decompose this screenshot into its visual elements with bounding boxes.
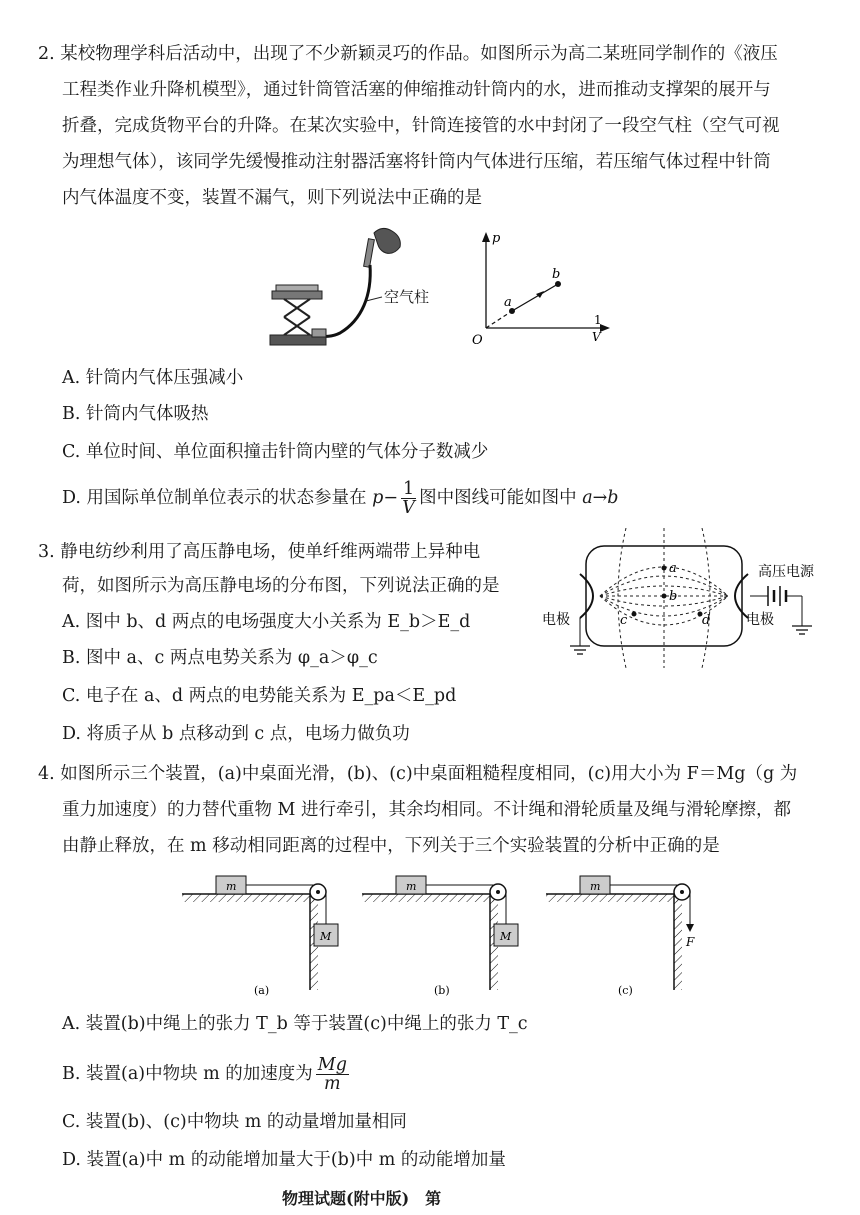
lift-model-figure <box>262 225 442 355</box>
p-inverse-v-graph <box>470 228 620 358</box>
hv-power-label: 高压电源 <box>758 564 814 580</box>
q4-option-c[interactable]: C. 装置(b)、(c)中物块 m 的动量增加量相同 <box>62 1112 407 1132</box>
fraction-den: m <box>324 1074 341 1094</box>
q2-option-d-minus: − <box>383 488 398 508</box>
axis-p: p <box>492 231 501 246</box>
block-m-b: m <box>406 880 417 893</box>
q2-line-3: 折叠，完成货物平台的升降。在某次实验中，针筒连接管的水中封闭了一段空气柱（空气可视 <box>62 116 780 136</box>
q4-option-b[interactable] <box>62 1056 352 1093</box>
page-footer: 物理试题(附中版) 第 <box>282 1189 442 1208</box>
q4-line-3: 由静止释放，在 m 移动相同距离的过程中，下列关于三个实验装置的分析中正确的是 <box>62 836 720 856</box>
setup-b <box>362 876 518 997</box>
fraction-num: 1 <box>402 479 415 499</box>
q4-option-b-text: B. 装置(a)中物块 m 的加速度为 <box>62 1064 313 1084</box>
q4-line-2: 重力加速度）的力替代重物 M 进行牵引，其余均相同。不计绳和滑轮质量及绳与滑轮摩擦，都 <box>62 800 792 820</box>
field-point-d: d <box>702 613 711 628</box>
q3-option-c[interactable]: C. 电子在 a、d 两点的电势能关系为 E_pa＜E_pd <box>62 686 457 706</box>
block-m-c: m <box>590 880 601 893</box>
q2-option-d-text-pre: D. 用国际单位制单位表示的状态参量在 <box>62 488 367 508</box>
block-m-a: m <box>226 880 237 893</box>
q3-line-1: 3. 静电纺纱利用了高压静电场，使单纤维两端带上异种电 <box>38 542 481 562</box>
q4-line-1: 4. 如图所示三个装置，(a)中桌面光滑，(b)、(c)中桌面粗糙程度相同，(c)用大小为 F＝Mg（g 为 <box>38 764 798 784</box>
caption-a: (a) <box>254 984 270 997</box>
q4-option-a[interactable]: A. 装置(b)中绳上的张力 T_b 等于装置(c)中绳上的张力 T_c <box>62 1014 528 1034</box>
field-point-b: b <box>669 589 678 604</box>
q3-option-a[interactable]: A. 图中 b、d 两点的电场强度大小关系为 E_b＞E_d <box>62 612 471 632</box>
q2-line-1: 2. 某校物理学科后活动中，出现了不少新颖灵巧的作品。如图所示为高二某班同学制作的《液压 <box>38 44 778 64</box>
origin-label: O <box>472 333 483 348</box>
q3-line-2: 荷，如图所示为高压静电场的分布图，下列说法正确的是 <box>62 576 500 596</box>
electrode-right-label: 电极 <box>746 612 774 628</box>
caption-b: (b) <box>434 984 450 997</box>
q3-option-b[interactable]: B. 图中 a、c 两点电势关系为 φ_a＞φ_c <box>62 648 378 668</box>
fraction-num: Mg <box>317 1055 347 1075</box>
force-F-label: F <box>686 935 695 949</box>
q4-option-d[interactable]: D. 装置(a)中 m 的动能增加量大于(b)中 m 的动能增加量 <box>62 1150 506 1170</box>
q2-option-d-ab: a→b <box>582 488 619 508</box>
label-a: a <box>504 295 512 310</box>
caption-c: (c) <box>618 984 633 997</box>
q2-option-b[interactable]: B. 针筒内气体吸热 <box>62 404 209 424</box>
q4-option-b-fraction <box>316 1056 349 1093</box>
field-point-a: a <box>669 561 677 576</box>
pulley-setups-figure <box>178 866 718 1000</box>
electrode-left-label: 电极 <box>542 612 570 628</box>
axis-x-numerator: 1 <box>594 313 602 327</box>
q2-line-2: 工程类作业升降机模型》，通过针筒管活塞的伸缩推动针筒内的水，进而推动支撑架的展开与 <box>62 80 771 100</box>
air-column-label: 空气柱 <box>384 288 430 306</box>
label-b: b <box>552 267 561 282</box>
q3-option-d[interactable]: D. 将质子从 b 点移动到 c 点，电场力做负功 <box>62 724 410 744</box>
q2-option-d-fraction <box>401 480 416 517</box>
q2-option-d-p: p <box>372 488 384 508</box>
q2-option-a[interactable]: A. 针筒内气体压强减小 <box>62 368 244 388</box>
electrostatic-field-figure <box>540 528 830 668</box>
block-M-b: M <box>500 930 512 943</box>
q2-option-c[interactable]: C. 单位时间、单位面积撞击针筒内壁的气体分子数减少 <box>62 442 489 462</box>
field-point-c: c <box>620 613 628 628</box>
setup-c <box>546 876 695 997</box>
setup-a <box>182 876 338 997</box>
q2-line-4: 为理想气体），该同学先缓慢推动注射器活塞将针筒内气体进行压缩，若压缩气体过程中针筒 <box>62 152 771 172</box>
fraction-den: V <box>402 498 415 518</box>
q2-line-5: 内气体温度不变，装置不漏气，则下列说法中正确的是 <box>62 188 482 208</box>
q2-option-d-text-post: 图中图线可能如图中 <box>419 488 577 508</box>
axis-x-denominator: V <box>592 330 601 344</box>
q2-option-d[interactable] <box>62 480 619 517</box>
block-M-a: M <box>320 930 332 943</box>
